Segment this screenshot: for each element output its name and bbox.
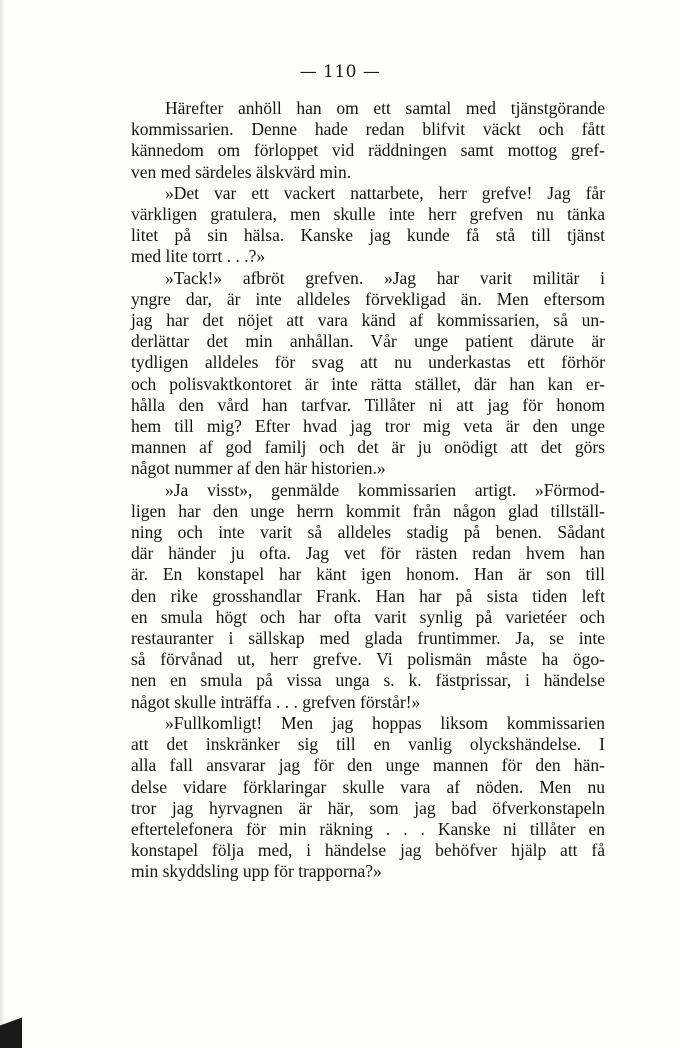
text-line: ven med särdeles älskvärd min.: [131, 161, 352, 182]
page-edge-shadow: [0, 0, 5, 1048]
text-line: eftertelefonera för min räkning . . . Kanske ni tillåter en: [131, 818, 605, 839]
text-line: mannen af god familj och det är ju onödigt att det görs: [131, 437, 605, 458]
text-line: nen en smula på vissa unga s. k. fästprissar, i händelse: [131, 670, 605, 691]
text-line: tror jag hyrvagnen är här, som jag bad öfverkonstapeln: [131, 797, 605, 818]
text-line: kommissarien. Denne hade redan blifvit väckt och fått: [131, 119, 605, 140]
text-line: konstapel följa med, i händelse jag behöfver hjälp att få: [131, 840, 605, 861]
page-number: — 110 —: [299, 62, 381, 82]
paragraph: [131, 268, 605, 480]
text-line: restauranter i sällskap med glada fruntimmer. Ja, se inte: [131, 628, 605, 649]
text-line: tydligen alldeles för svag att nu underkastas ett förhör: [131, 352, 605, 373]
text-line: något nummer af den här historien.»: [131, 458, 386, 479]
text-line: min skyddsling upp för trapporna?»: [131, 861, 382, 882]
text-line: »Fullkomligt! Men jag hoppas liksom kommissarien: [165, 712, 605, 733]
text-line: den rike grosshandlar Frank. Han har på sista tiden left: [131, 585, 605, 606]
text-line: yngre dar, är inte alldeles förvekligad än. Men eftersom: [131, 288, 605, 309]
text-line: derlättar det min anhållan. Vår unge patient därute är: [131, 331, 605, 352]
text-line: hem till mig? Efter hvad jag tror mig veta är den unge: [131, 416, 605, 437]
paragraph: [131, 183, 605, 268]
text-line: något skulle inträffa . . . grefven förstår!»: [131, 691, 421, 712]
text-line: alla fall ansvarar jag för den unge mannen för den hän-: [131, 755, 605, 776]
text-line: delse vidare förklaringar skulle vara af nöden. Men nu: [131, 776, 605, 797]
text-line: kännedom om förloppet vid räddningen samt mottog gref-: [131, 140, 605, 161]
text-line: litet på sin hälsa. Kanske jag kunde få stå till tjänst: [131, 225, 605, 246]
text-line: jag har det nöjet att vara känd af kommissarien, så un-: [131, 310, 605, 331]
text-line: Härefter anhöll han om ett samtal med tjänstgörande: [165, 98, 605, 118]
text-line: och polisvaktkontoret är inte rätta stället, där han kan er-: [131, 373, 605, 394]
text-line: så förvånad ut, herr grefve. Vi polismän måste ha ögo-: [131, 649, 605, 670]
body-text: [131, 98, 605, 883]
text-line: är. En konstapel har känt igen honom. Han är son till: [131, 564, 605, 585]
paragraph: [131, 480, 605, 713]
text-line: »Tack!» afbröt grefven. »Jag har varit militär i: [165, 267, 605, 288]
page-corner-mark: [0, 1000, 22, 1048]
text-line: värkligen gratulera, men skulle inte herr grefven nu tänka: [131, 204, 605, 225]
text-line: »Det var ett vackert nattarbete, herr grefve! Jag får: [165, 182, 605, 203]
text-line: där händer ju ofta. Jag vet för rästen redan hvem han: [131, 543, 605, 564]
paragraph: [131, 713, 605, 883]
text-line: ning och inte varit så alldeles stadig på benen. Sådant: [131, 522, 605, 543]
text-line: en smula högt och har ofta varit synlig på varietéer och: [131, 606, 605, 627]
text-line: ligen har den unge herrn kommit från någon glad tillställ-: [131, 500, 605, 521]
paragraph: [131, 98, 605, 183]
text-line: hålla den vård han tarfvar. Tillåter ni att jag för honom: [131, 394, 605, 415]
text-line: »Ja visst», genmälde kommissarien artigt. »Förmod-: [165, 479, 605, 500]
text-line: med lite torrt . . .?»: [131, 246, 266, 267]
text-line: att det inskränker sig till en vanlig olyckshändelse. I: [131, 734, 605, 755]
